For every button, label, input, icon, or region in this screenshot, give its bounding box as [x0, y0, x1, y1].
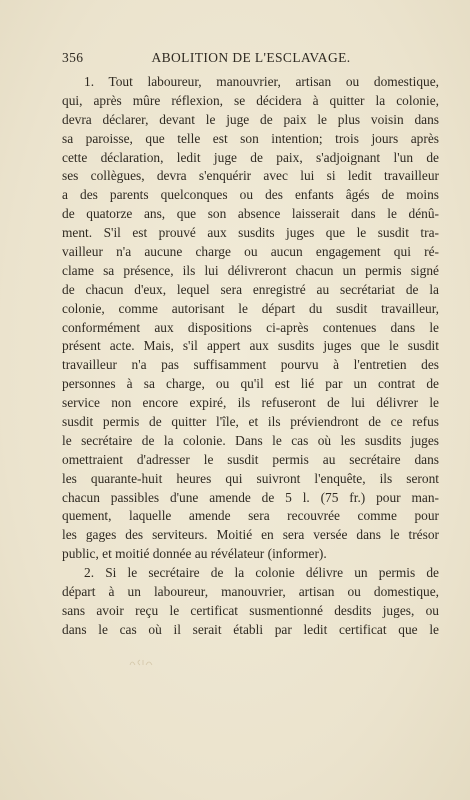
text-line: les quarante-huit heures qui suivront l'enquête, ils seront	[62, 470, 439, 486]
text-line: de quatorze ans, que son absence laisserait dans le dénû-	[62, 206, 439, 222]
text-line: omettraient d'adresser le susdit permis au secrétaire dans	[62, 451, 439, 467]
text-line: de chacun d'eux, lequel sera enregistré au secrétariat de la	[62, 281, 439, 297]
bleed-through-mark	[128, 657, 154, 670]
text-line: le secrétaire de la colonie. Dans le cas où les susdits juges	[62, 432, 439, 448]
text-line: clame sa présence, ils lui délivreront chacun un permis signé	[62, 262, 439, 278]
text-line: travailleur n'a pas suffisamment pourvu à l'entretien des	[62, 357, 439, 373]
text-line: dans le cas où il serait établi par ledit certificat que le	[62, 621, 439, 637]
text-line: colonie, comme autorisant le départ du susdit travailleur,	[62, 300, 439, 316]
text-line: présent acte. Mais, s'il appert aux susdits juges que le susdit	[62, 338, 439, 354]
text-line: vailleur n'a aucune charge ou aucun engagement qui ré-	[62, 244, 439, 260]
text-line: cette déclaration, ledit juge de paix, s'adjoignant l'un de	[62, 149, 439, 165]
text-line: les gages des serviteurs. Moitié en sera versée dans le trésor	[62, 527, 439, 543]
text-line: personnes à sa charge, ou qu'il est lié par un contrat de	[62, 376, 439, 392]
text-line: départ à un laboureur, manouvrier, artisan ou domestique,	[62, 584, 439, 600]
text-line: sans avoir reçu le certificat susmentionné desdits juges, ou	[62, 602, 439, 618]
text-line: a des parents quelconques ou des enfants âgés de moins	[62, 187, 439, 203]
text-line: devra déclarer, devant le juge de paix le plus voisin dans	[62, 111, 439, 127]
page-header	[62, 50, 440, 70]
text-line: quement, laquelle amende sera recouvrée comme pour	[62, 508, 439, 524]
text-line: 1. Tout laboureur, manouvrier, artisan ou domestique,	[84, 74, 439, 89]
text-line: qui, après mûre réflexion, se décidera à quitter la colonie,	[62, 92, 439, 108]
body-text	[62, 73, 439, 640]
text-line: service non encore expiré, ils refuseront de lui délivrer le	[62, 395, 439, 411]
text-line: sa paroisse, que telle est son intention; trois jours après	[62, 130, 439, 146]
text-line: susdit permis de quitter l'île, et ils préviendront de ce refus	[62, 414, 439, 430]
running-head: ABOLITION DE L'ESCLAVAGE.	[151, 50, 351, 65]
text-line: ses collègues, devra s'enquérir avec lui si ledit travailleur	[62, 168, 439, 184]
text-line: conformément aux dispositions ci-après contenues dans le	[62, 319, 439, 335]
text-line: chacun passibles d'une amende de 5 l. (75 fr.) pour man-	[62, 489, 439, 505]
text-line: 2. Si le secrétaire de la colonie délivre un permis de	[84, 565, 439, 581]
text-line: public, et moitié donnée au révélateur (informer).	[62, 546, 327, 562]
text-line: ment. S'il est prouvé aux susdits juges que le susdit tra-	[62, 225, 439, 241]
page-number: 356	[62, 50, 84, 65]
